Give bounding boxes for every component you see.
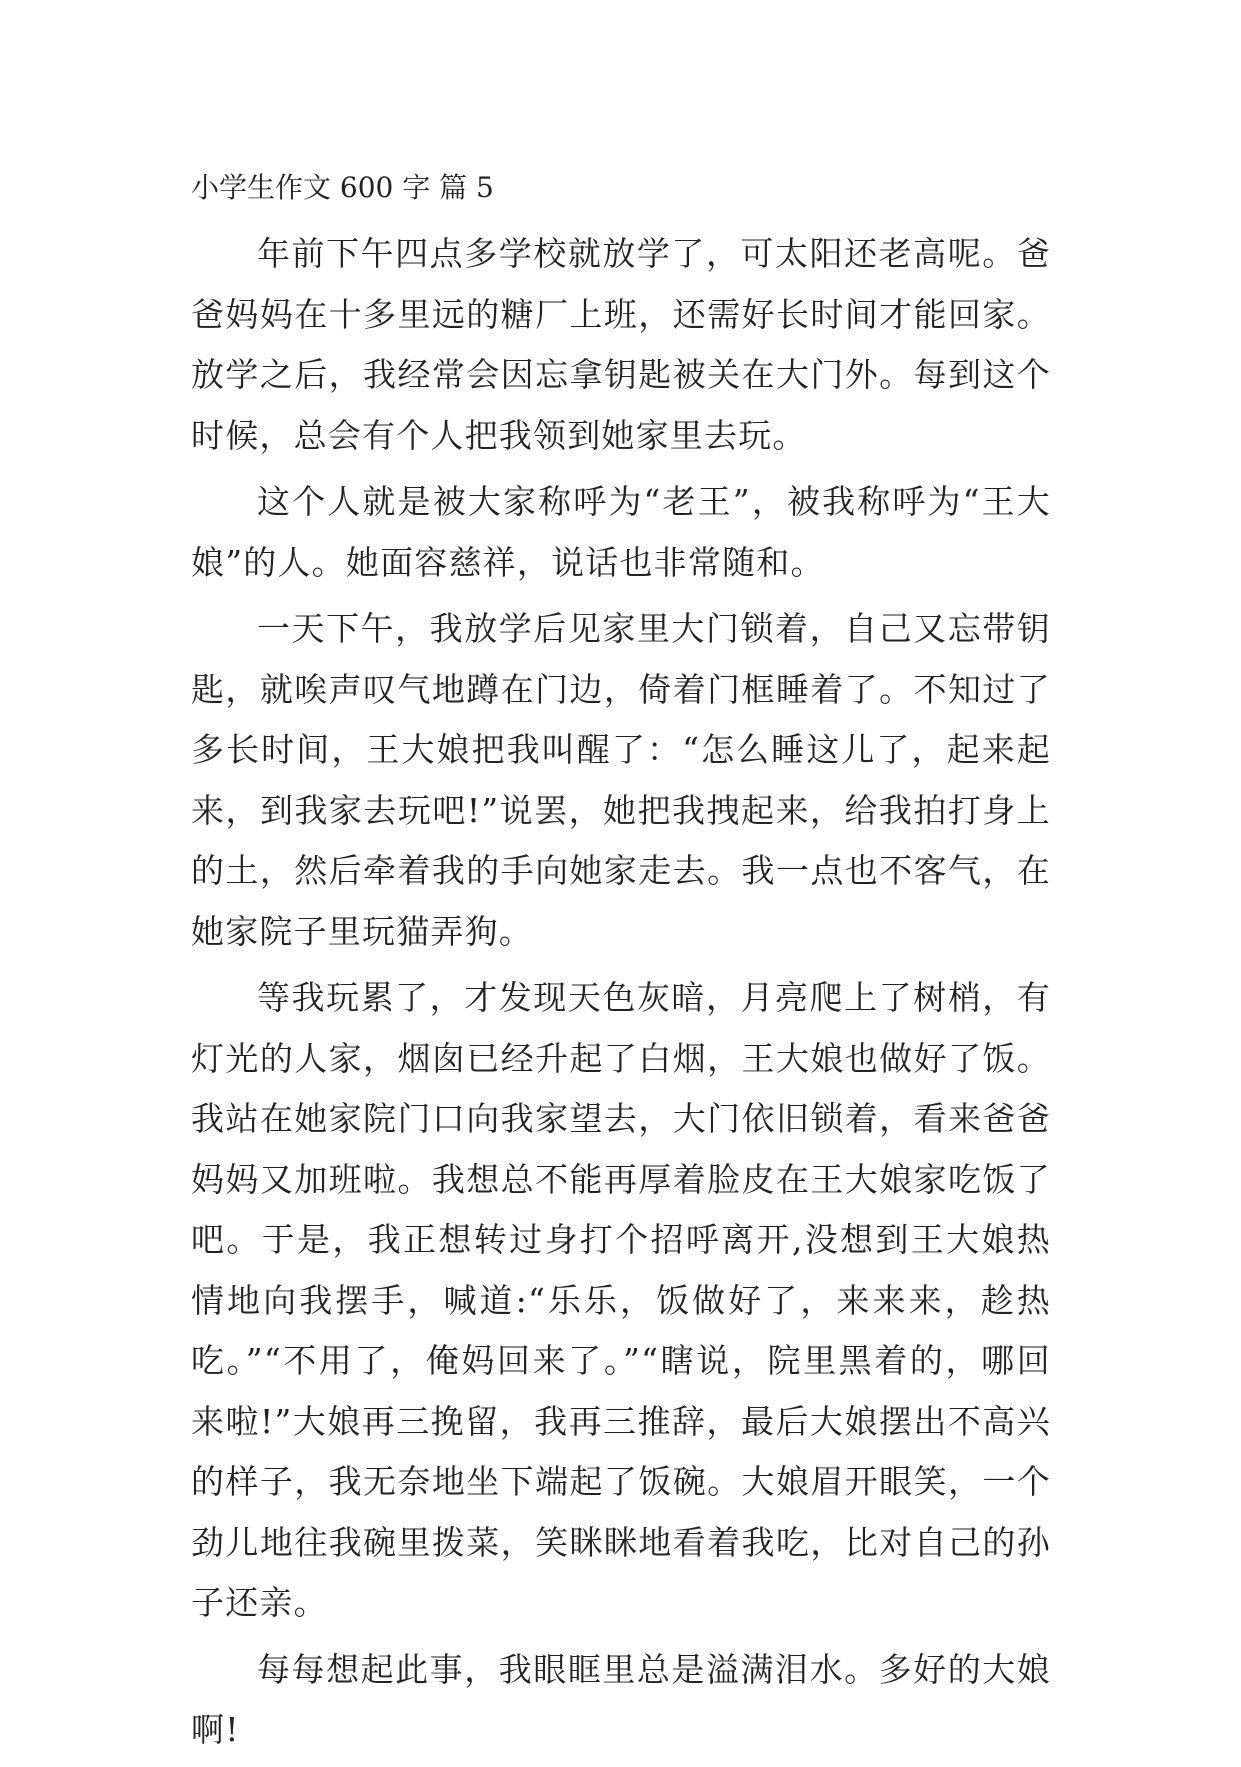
- paragraph-2: 这个人就是被大家称呼为“老王”，被我称呼为“王大娘”的人。她面容慈祥，说话也非常随和。: [191, 482, 1051, 582]
- paragraph-4: 等我玩累了，才发现天色灰暗，月亮爬上了树梢，有灯光的人家，烟囱已经升起了白烟，王大娘也做好了饭。我站在她家院门口向我家望去，大门依旧锁着，看来爸爸妈妈又加班啦。我想总不能再厚着脸皮在王大娘家吃饭了吧。于是，我正想转过身打个招呼离开,没想到王大娘热情地向我摆手，喊道:“乐乐，饭做好了，来来来，趁热吃。”“不用了，俺妈回来了。”“瞎说，院里黑着的，哪回来啦!”大娘再三挽留，我再三推辞，最后大娘摆出不高兴的样子，我无奈地坐下端起了饭碗。大娘眉开眼笑，一个劲儿地往我碗里拨菜，笑眯眯地看着我吃，比对自己的孙子还亲。: [191, 978, 1051, 1622]
- document-page: [191, 158, 1051, 1767]
- essay-title: 小学生作文 600 字 篇 5: [191, 171, 494, 204]
- paragraph-5: 每每想起此事，我眼眶里总是溢满泪水。多好的大娘啊!: [191, 1649, 1051, 1749]
- paragraph-3: 一天下午，我放学后见家里大门锁着，自己又忘带钥匙，就唉声叹气地蹲在门边，倚着门框睡着了。不知过了多长时间，王大娘把我叫醒了：“怎么睡这儿了，起来起来，到我家去玩吧!”说罢，她把我拽起来，给我拍打身上的土，然后牵着我的手向她家走去。我一点也不客气，在她家院子里玩猫弄狗。: [191, 609, 1051, 951]
- paragraph-1: 年前下午四点多学校就放学了，可太阳还老高呢。爸爸妈妈在十多里远的糖厂上班，还需好长时间才能回家。放学之后，我经常会因忘拿钥匙被关在大门外。每到这个时候，总会有个人把我领到她家里去玩。: [191, 234, 1051, 455]
